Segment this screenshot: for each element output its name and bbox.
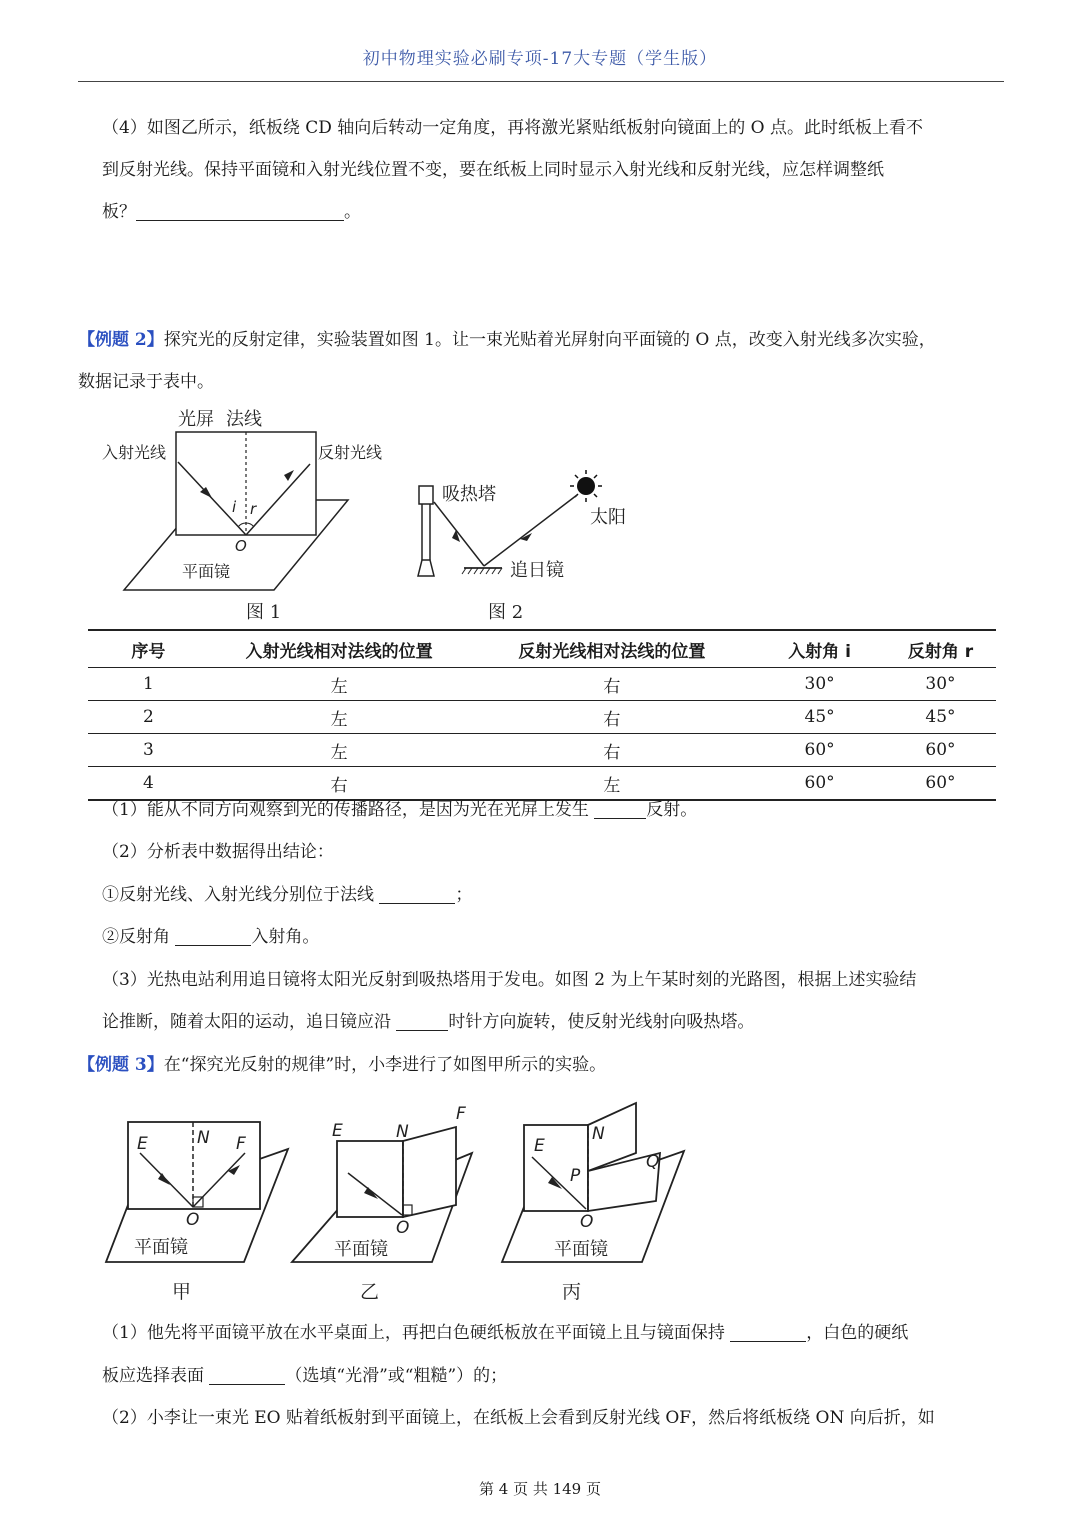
figure-bing-mirror-label: 平面镜 xyxy=(554,1239,608,1260)
example2-q3-line2-post: 时针方向旋转，使反射光线射向吸热塔。 xyxy=(448,1012,755,1032)
q4-line3 xyxy=(78,191,1028,233)
example2-intro-line1 xyxy=(78,319,1004,361)
table-cell: 右 xyxy=(470,734,755,767)
figure2-reflected-arrow xyxy=(452,530,460,542)
figure-yi xyxy=(292,1104,472,1303)
table-cell: 左 xyxy=(209,668,470,701)
q4-line3-post: 。 xyxy=(344,202,361,222)
example2-q3-line2-pre: 论推断，随着太阳的运动，追日镜应沿 xyxy=(102,1012,391,1032)
example2-q1-post: 反射。 xyxy=(646,800,698,820)
figure-yi-caption: 乙 xyxy=(360,1281,380,1303)
example3-tag: 【例题 3】 xyxy=(78,1055,164,1075)
table-cell: 右 xyxy=(470,701,755,734)
example3-figures xyxy=(0,1095,1080,1305)
table-cell: 45° xyxy=(885,701,996,734)
figure-yi-left-board xyxy=(337,1141,403,1217)
figure-jia-label-o: O xyxy=(186,1210,200,1230)
example2-q3-blank[interactable] xyxy=(396,1008,448,1031)
table-cell: 右 xyxy=(209,767,470,801)
example2-figures xyxy=(0,400,1080,630)
example3-q1-line1 xyxy=(78,1312,1028,1354)
page-header-title: 初中物理实验必刷专项-17大专题（学生版） xyxy=(362,49,718,69)
figure-yi-label-e: E xyxy=(332,1121,343,1141)
figure1-reflected-label: 反射光线 xyxy=(318,443,383,462)
page-footer: 第 4 页 共 149 页 xyxy=(478,1480,601,1498)
figure1-caption: 图 1 xyxy=(246,602,282,623)
example2-q1-pre: （1）能从不同方向观察到光的传播路径，是因为光在光屏上发生 xyxy=(102,800,589,820)
figure-jia-mirror-label: 平面镜 xyxy=(134,1237,188,1258)
figure1-angle-i: i xyxy=(232,498,237,516)
figure1-point-o: O xyxy=(235,537,247,555)
table-cell: 2 xyxy=(88,701,209,734)
table-cell: 60° xyxy=(754,734,885,767)
figure2 xyxy=(418,470,626,623)
table-header-cell: 序号 xyxy=(88,630,209,668)
table-row xyxy=(88,668,996,701)
table-header-cell: 反射角 r xyxy=(885,630,996,668)
table-cell: 1 xyxy=(88,668,209,701)
example3-q1-blank2[interactable] xyxy=(209,1362,285,1385)
table-cell: 30° xyxy=(754,668,885,701)
figure-bing-label-q: Q xyxy=(646,1152,660,1172)
figure-yi-right-board xyxy=(403,1127,456,1217)
figure2-reflected-ray xyxy=(434,502,484,566)
figure-jia xyxy=(106,1122,288,1303)
table-cell: 60° xyxy=(885,767,996,801)
table-cell: 60° xyxy=(754,767,885,801)
example2-q2b-pre: ②反射角 xyxy=(102,927,170,947)
example2-q2: （2）分析表中数据得出结论： xyxy=(102,842,334,862)
example2-intro-text: 探究光的反射定律，实验装置如图 1。让一束光贴着光屏射向平面镜的 O 点，改变入射光线多次实验， xyxy=(163,330,936,350)
figure2-caption: 图 2 xyxy=(488,602,524,623)
figure1-angle-r: r xyxy=(250,500,257,518)
example2-data-table xyxy=(88,629,996,801)
table-cell: 60° xyxy=(885,734,996,767)
example3-q1-line1-post: ，白色的硬纸 xyxy=(806,1323,909,1343)
table-header-cell: 反射光线相对法线的位置 xyxy=(470,630,755,668)
example2-q3-line2 xyxy=(78,1001,1028,1043)
example3-intro xyxy=(78,1044,1004,1086)
example3-q2-line1: （2）小李让一束光 EO 贴着纸板射到平面镜上，在纸板上会看到反射光线 OF，然后将纸板绕 ON 向后折，如 xyxy=(102,1408,935,1428)
figure1-light-screen xyxy=(176,432,316,535)
figure-bing-caption: 丙 xyxy=(562,1281,582,1303)
example2-q2a-pre: ①反射光线、入射光线分别位于法线 xyxy=(102,885,374,905)
figure-yi-label-o: O xyxy=(396,1218,410,1238)
figure-jia-label-e: E xyxy=(137,1134,148,1154)
figure-jia-label-n: N xyxy=(197,1128,210,1148)
figure-bing-label-n: N xyxy=(592,1124,605,1144)
table-cell: 4 xyxy=(88,767,209,801)
table-header-cell: 入射角 i xyxy=(754,630,885,668)
example3-q1-line1-pre: （1）他先将平面镜平放在水平桌面上，再把白色硬纸板放在平面镜上且与镜面保持 xyxy=(102,1323,725,1343)
figure-yi-mirror-label: 平面镜 xyxy=(334,1239,388,1260)
figure2-tower-label: 吸热塔 xyxy=(442,484,496,505)
figure-bing-label-e: E xyxy=(534,1136,545,1156)
table-cell: 30° xyxy=(885,668,996,701)
example2-q2a-blank[interactable] xyxy=(379,881,455,904)
header-divider xyxy=(78,81,1004,82)
example2-q2a xyxy=(78,874,1028,916)
table-cell: 3 xyxy=(88,734,209,767)
example2-q1-blank[interactable] xyxy=(594,796,646,819)
figure-yi-label-f: F xyxy=(456,1104,466,1124)
figure-jia-label-f: F xyxy=(236,1134,246,1154)
table-cell: 左 xyxy=(470,767,755,801)
figure2-sunlight-ray xyxy=(484,495,577,566)
figure2-mirror-label: 追日镜 xyxy=(510,560,564,581)
q4-answer-blank[interactable] xyxy=(136,198,344,221)
table-row xyxy=(88,701,996,734)
q4-line2: 到反射光线。保持平面镜和入射光线位置不变，要在纸板上同时显示入射光线和反射光线，应怎样调整纸 xyxy=(102,160,884,180)
figure2-tower-top xyxy=(419,486,433,504)
q4-line3-pre: 板？ xyxy=(102,202,136,222)
example3-q1-blank1[interactable] xyxy=(730,1319,806,1342)
q4-line1: （4）如图乙所示，纸板绕 CD 轴向后转动一定角度，再将激光紧贴纸板射向镜面上的 O 点。此时纸板上看不 xyxy=(102,118,924,138)
example3-intro-text: 在“探究光反射的规律”时，小李进行了如图甲所示的实验。 xyxy=(163,1055,607,1075)
figure2-sun-label: 太阳 xyxy=(590,507,626,528)
figure1 xyxy=(102,409,382,623)
figure-bing-label-p: P xyxy=(570,1166,581,1186)
figure1-normal-label: 法线 xyxy=(226,409,262,430)
table-header-row xyxy=(88,630,996,668)
figure2-heliostat-hatch xyxy=(462,568,502,574)
example2-q2b-post: 入射角。 xyxy=(251,927,320,947)
example2-tag: 【例题 2】 xyxy=(78,330,164,350)
figure-bing-label-o: O xyxy=(580,1212,594,1232)
figure2-sun-icon xyxy=(577,477,595,495)
table-cell: 左 xyxy=(209,701,470,734)
example2-intro-line2: 数据记录于表中。 xyxy=(78,372,214,392)
figure-yi-label-n: N xyxy=(396,1122,409,1142)
example2-q2a-post: ； xyxy=(455,885,473,905)
example2-q1 xyxy=(78,789,1028,831)
example3-q1-line2-pre: 板应选择表面 xyxy=(102,1366,204,1386)
table-cell: 45° xyxy=(754,701,885,734)
figure1-mirror-label: 平面镜 xyxy=(182,562,231,581)
table-header-cell: 入射光线相对法线的位置 xyxy=(209,630,470,668)
figure-bing xyxy=(502,1103,684,1303)
example3-q1-line2 xyxy=(78,1355,1028,1397)
table-cell: 右 xyxy=(470,668,755,701)
figure-jia-caption: 甲 xyxy=(172,1281,192,1303)
table-cell: 左 xyxy=(209,734,470,767)
figure2-tower-base xyxy=(418,560,434,576)
example2-q2b xyxy=(78,916,1028,958)
example3-q1-line2-post: （选填“光滑”或“粗糙”）的； xyxy=(285,1366,508,1386)
figure1-screen-label: 光屏 xyxy=(178,409,214,430)
example2-q3-line1: （3）光热电站利用追日镜将太阳光反射到吸热塔用于发电。如图 2 为上午某时刻的光路图，根据上述实验结 xyxy=(102,970,917,990)
example2-q2b-blank[interactable] xyxy=(175,923,251,946)
table-row xyxy=(88,734,996,767)
figure1-incident-label: 入射光线 xyxy=(102,443,167,462)
